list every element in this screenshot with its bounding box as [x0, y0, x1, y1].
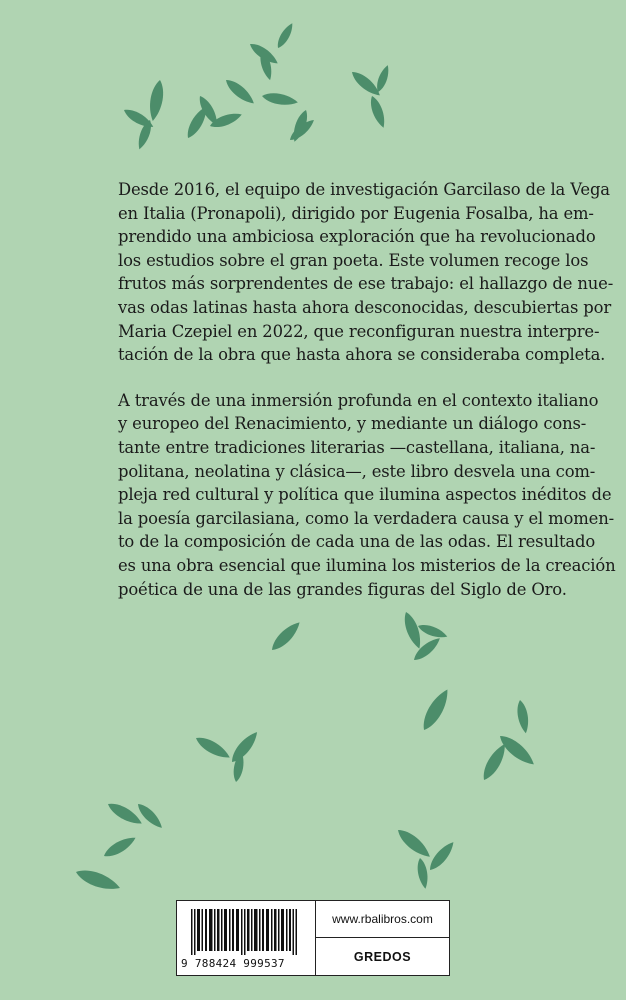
- text-line: pleja red cultural y política que ilumina aspectos inéditos de: [118, 485, 612, 505]
- text-line: Desde 2016, el equipo de investigación Garcilaso de la Vega: [118, 180, 610, 199]
- text-line: A través de una inmersión profunda en el contexto italiano: [118, 390, 599, 410]
- publisher-website: www.rbalibros.com: [332, 912, 433, 926]
- synopsis-paragraph-2: [118, 389, 616, 601]
- barcode-panel: [176, 900, 450, 976]
- publisher-name: GREDOS: [353, 949, 412, 964]
- text-line: poética de una de las grandes figuras del Siglo de Oro.: [118, 579, 567, 599]
- text-line: tación de la obra que hasta ahora se consideraba completa.: [118, 345, 606, 365]
- text-line: y europeo del Renacimiento, y mediante un diálogo cons-: [118, 414, 587, 434]
- text-line: to de la composición de cada una de las odas. El resultado: [118, 532, 596, 552]
- text-line: en Italia (Pronapoli), dirigido por Eugenia Fosalba, ha em-: [118, 203, 594, 223]
- synopsis: [118, 178, 616, 623]
- barcode-icon: [191, 909, 297, 955]
- text-line: tante entre tradiciones literarias —castellana, italiana, na-: [118, 437, 596, 457]
- synopsis-paragraph-1: [118, 178, 614, 367]
- text-line: vas odas latinas hasta ahora desconocidas, descubiertas por: [118, 297, 612, 317]
- text-line: la poesía garcilasiana, como la verdadera causa y el momen-: [118, 508, 615, 528]
- text-line: prendido una ambiciosa exploración que ha revolucionado: [118, 227, 596, 247]
- text-line: frutos más sorprendentes de ese trabajo: el hallazgo de nue-: [118, 274, 614, 294]
- leaf-sprig-icon: [122, 21, 392, 151]
- text-line: politana, neolatina y clásica—, este libro desvela una com-: [118, 461, 596, 481]
- leaf-sprig-icon: [74, 610, 538, 894]
- text-line: Maria Czepiel en 2022, que reconfiguran nuestra interpre-: [118, 321, 600, 341]
- text-line: es una obra esencial que ilumina los misterios de la creación: [118, 555, 616, 575]
- isbn-number: 9 788424 999537: [181, 957, 285, 970]
- text-line: los estudios sobre el gran poeta. Este volumen recoge los: [118, 250, 589, 270]
